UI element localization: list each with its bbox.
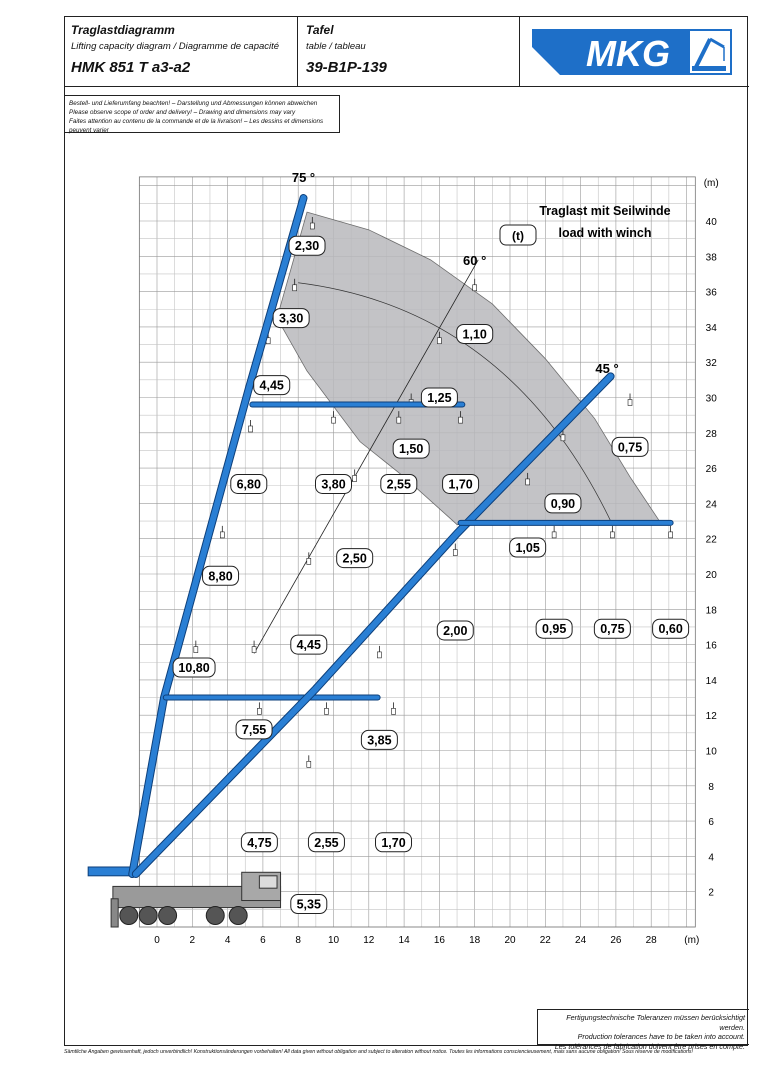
hook-block: [526, 479, 530, 485]
load-label: 0,75: [617, 440, 643, 455]
hook-block: [561, 435, 565, 441]
y-tick-label: 30: [705, 393, 717, 405]
load-label: 3,80: [321, 477, 346, 492]
hook-block: [669, 532, 673, 538]
y-tick-label: 28: [705, 428, 717, 440]
load-label: 3,85: [367, 733, 392, 748]
y-tick-label: 40: [705, 217, 717, 228]
x-tick-label: 10: [327, 935, 340, 946]
y-tick-label: 24: [705, 499, 717, 511]
tolerance-fr: Les tolérances de fabrication doivent être prises en compte.: [554, 1041, 745, 1051]
x-tick-label: 0: [154, 935, 160, 946]
tafel-label: Tafel: [306, 23, 334, 37]
hook-block: [324, 708, 328, 714]
truck-wheel: [120, 907, 138, 925]
y-tick-label: 8: [708, 781, 714, 793]
hook-block: [397, 417, 401, 423]
angle-label: 45 °: [595, 360, 619, 376]
x-tick-label: 24: [575, 935, 587, 946]
load-label: 1,05: [515, 541, 540, 556]
y-tick-label: 22: [705, 534, 717, 546]
tolerance-en: Production tolerances have to be taken into account.: [577, 1032, 745, 1042]
load-label: 1,10: [462, 327, 487, 342]
logo-text: MKG: [586, 33, 670, 74]
hook-block: [453, 550, 457, 556]
load-label: 10,80: [178, 661, 210, 676]
tafel-sub: table / tableau: [306, 41, 366, 52]
hook-block: [437, 338, 441, 344]
load-label: 2,55: [314, 835, 339, 850]
truck-wheel: [206, 907, 224, 925]
hook-block: [377, 652, 381, 658]
x-tick-label: 22: [539, 935, 551, 946]
unit-box-text: (t): [512, 229, 524, 243]
angle-label: 60 °: [463, 253, 487, 269]
y-tick-label: 10: [705, 746, 717, 758]
load-label: 1,70: [381, 835, 406, 850]
note-de: Bestell- und Lieferumfang beachten! – Darstellung und Abmessungen können abweichen: [69, 100, 318, 107]
load-label: 1,50: [398, 442, 424, 457]
load-label: 3,30: [278, 311, 304, 326]
hook-block: [610, 532, 614, 538]
load-label: 0,95: [541, 622, 567, 637]
y-tick-label: 4: [708, 852, 714, 864]
title-en-fr: Lifting capacity diagram / Diagramme de capacité: [71, 41, 280, 52]
x-tick-label: 18: [469, 935, 481, 946]
y-tick-label: 16: [705, 640, 717, 652]
truck-wheel: [229, 907, 247, 925]
tafel-number: 39-B1P-139: [306, 59, 387, 76]
hook-block: [220, 532, 224, 538]
hook-block: [628, 400, 632, 406]
hook-block: [307, 761, 311, 767]
x-tick-label: 16: [433, 935, 445, 946]
y-tick-label: 34: [705, 322, 717, 334]
x-tick-label: 6: [260, 935, 266, 946]
truck-wheel: [139, 907, 157, 925]
load-label: 5,35: [296, 897, 321, 912]
y-tick-label: 32: [705, 358, 717, 370]
load-label: 4,45: [259, 378, 284, 393]
hook-block: [307, 558, 311, 564]
hook-block: [473, 285, 477, 291]
y-tick-label: 2: [708, 887, 714, 899]
truck-drawing: [88, 867, 280, 927]
hook-block: [310, 223, 314, 229]
hook-block: [392, 708, 396, 714]
load-label: 1,70: [448, 477, 473, 492]
x-tick-label: 26: [610, 935, 622, 946]
winch-subtitle: load with winch: [558, 226, 652, 240]
winch-legend: [500, 204, 671, 245]
hook-block: [552, 532, 556, 538]
hook-block: [249, 426, 253, 432]
model-name: HMK 851 T a3-a2: [71, 59, 191, 76]
load-label: 8,80: [208, 569, 233, 584]
title-de: Traglastdiagramm: [71, 23, 175, 37]
truck-window: [259, 876, 277, 888]
tolerance-de: Fertigungstechnische Toleranzen müssen berücksichtigt werden.: [566, 1013, 745, 1032]
truck-wheel: [159, 907, 177, 925]
load-label: 0,60: [658, 622, 683, 637]
x-tick-label: 14: [398, 935, 410, 946]
hook-block: [353, 475, 357, 481]
load-label: 6,80: [236, 477, 261, 492]
note-fr: Faites attention au contenu de la commande et de la livraison! – Les dessins et dimensions peuvent varier: [69, 118, 324, 134]
x-tick-label: 2: [189, 935, 196, 946]
y-tick-label: 20: [705, 570, 717, 581]
winch-title: Traglast mit Seilwinde: [539, 204, 671, 218]
load-label: 2,30: [294, 239, 320, 254]
y-tick-label: 12: [705, 711, 717, 723]
angle-label: 75 °: [291, 170, 316, 186]
load-label: 2,55: [386, 477, 411, 492]
y-tick-label: 18: [705, 605, 717, 617]
disclaimer-footer: Sämtliche Angaben gewissenhaft, jedoch unverbindlich! Konstruktionsänderungen vorbehalten! All data given without obligation and subject to alteration without notice. Toutes les informations consciencieusement, mais sans aucune obligation! Sous réserve de modifications!: [64, 1049, 693, 1055]
load-label: 1,25: [427, 391, 452, 405]
y-axis-unit: (m): [703, 178, 719, 190]
y-tick-label: 36: [705, 287, 717, 299]
load-label: 4,45: [296, 638, 321, 653]
boom-75-outline: [132, 198, 303, 874]
hook-block: [332, 417, 336, 423]
x-axis-unit: (m): [684, 935, 700, 946]
y-tick-label: 14: [705, 675, 717, 687]
hook-block: [459, 417, 463, 423]
hook-block: [194, 647, 198, 653]
y-tick-label: 26: [705, 464, 717, 476]
hook-block: [252, 647, 256, 653]
y-tick-label: 38: [705, 252, 717, 264]
load-label: 4,75: [247, 835, 272, 850]
hook-block: [257, 708, 261, 714]
outrigger-left: [111, 899, 118, 927]
load-label: 2,00: [443, 623, 468, 638]
load-label: 0,90: [550, 496, 576, 511]
x-tick-label: 28: [645, 935, 657, 946]
load-label: 2,50: [342, 551, 367, 566]
x-tick-label: 4: [224, 935, 231, 946]
note-en: Please observe scope of order and delivery! – Drawing and dimensions may vary: [69, 109, 296, 116]
load-label: 0,75: [600, 622, 625, 637]
y-tick-label: 6: [708, 817, 714, 829]
x-tick-label: 20: [504, 935, 516, 946]
x-tick-label: 8: [295, 935, 301, 946]
x-tick-label: 12: [363, 935, 375, 946]
load-label: 7,55: [241, 722, 267, 737]
hook-block: [293, 285, 297, 291]
